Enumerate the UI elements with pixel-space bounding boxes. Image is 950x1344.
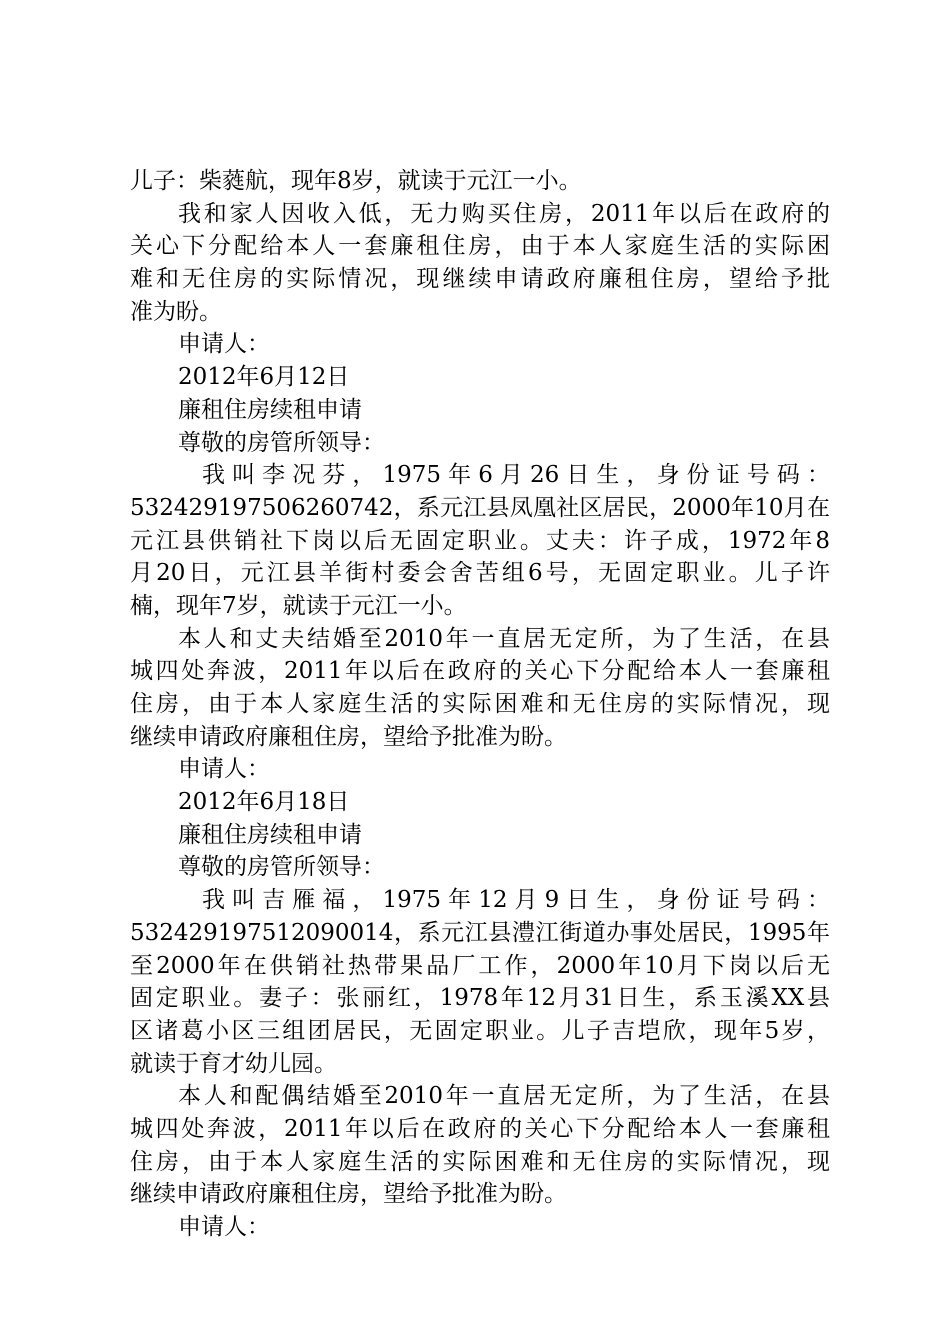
text-line: 楠，现年7岁，就读于元江一小。 xyxy=(130,592,467,619)
applicant-label: 申请人： xyxy=(178,1214,270,1240)
document-page xyxy=(130,165,830,1244)
text-line: 532429197512090014，系元江县澧江街道办事处居民，1995年 xyxy=(130,919,830,946)
text-line: 继续申请政府廉租住房，望给予批准为盼。 xyxy=(130,1181,567,1208)
text-line: 住房，由于本人家庭生活的实际困难和无住房的实际情况，现 xyxy=(130,691,830,717)
text-line: 城四处奔波，2011年以后在政府的关心下分配给本人一套廉租 xyxy=(130,658,830,685)
section-title: 廉租住房续租申请 xyxy=(178,821,362,848)
salutation: 尊敬的房管所领导： xyxy=(178,854,385,881)
text-line: 区诸葛小区三组团居民，无固定职业。儿子吉垲欣，现年5岁， xyxy=(130,1017,830,1044)
text-line: 准为盼。 xyxy=(130,298,222,325)
text-line: 我和家人因收入低，无力购买住房，2011年以后在政府的 xyxy=(178,200,830,227)
text-line: 元江县供销社下岗以后无固定职业。丈夫：许子成，1972年8 xyxy=(130,527,830,554)
text-line: 固定职业。妻子：张丽红，1978年12月31日生，系玉溪XX县 xyxy=(130,985,830,1012)
text-line: 难和无住房的实际情况，现继续申请政府廉租住房，望给予批 xyxy=(130,266,830,293)
text-line: 本人和配偶结婚至2010年一直居无定所，为了生活，在县 xyxy=(178,1083,830,1110)
text-line: 我叫李况芬，1975年6月26日生，身份证号码： xyxy=(202,462,830,489)
applicant-label: 申请人： xyxy=(178,331,270,358)
text-line: 53242919750626074​2，系元江县凤凰社区居民，2000年10月在 xyxy=(130,494,830,521)
text-line: 至2000年在供销社热带果品厂工作，2000年10月下岗以后无 xyxy=(130,952,830,979)
text-line: 本人和丈夫结婚至2010年一直居无定所，为了生活，在县 xyxy=(178,625,830,652)
date-line: 2012年6月12日 xyxy=(178,364,350,391)
text-line: 关心下分配给本人一套廉租住房，由于本人家庭生活的实际困 xyxy=(130,233,830,260)
date-line: 2012年6月18日 xyxy=(178,789,350,816)
text-line: 我叫吉雁福，1975年12月9日生，身份证号码： xyxy=(202,887,830,914)
text-line: 就读于育才幼儿园。 xyxy=(130,1050,337,1077)
text-line: 城四处奔波，2011年以后在政府的关心下分配给本人一套廉租 xyxy=(130,1115,830,1142)
text-line: 住房，由于本人家庭生活的实际困难和无住房的实际情况，现 xyxy=(130,1148,830,1175)
salutation: 尊敬的房管所领导： xyxy=(178,429,385,456)
section-title: 廉租住房续租申请 xyxy=(178,396,362,423)
text-line: 月20日，元江县羊街村委会舍苦组6号，无固定职业。儿子许 xyxy=(130,560,830,587)
applicant-label: 申请人： xyxy=(178,756,270,783)
text-line: 继续申请政府廉租住房，望给予批准为盼。 xyxy=(130,723,567,750)
text-line: 儿子：柴蕤航，现年8岁，就读于元江一小。 xyxy=(130,168,582,194)
